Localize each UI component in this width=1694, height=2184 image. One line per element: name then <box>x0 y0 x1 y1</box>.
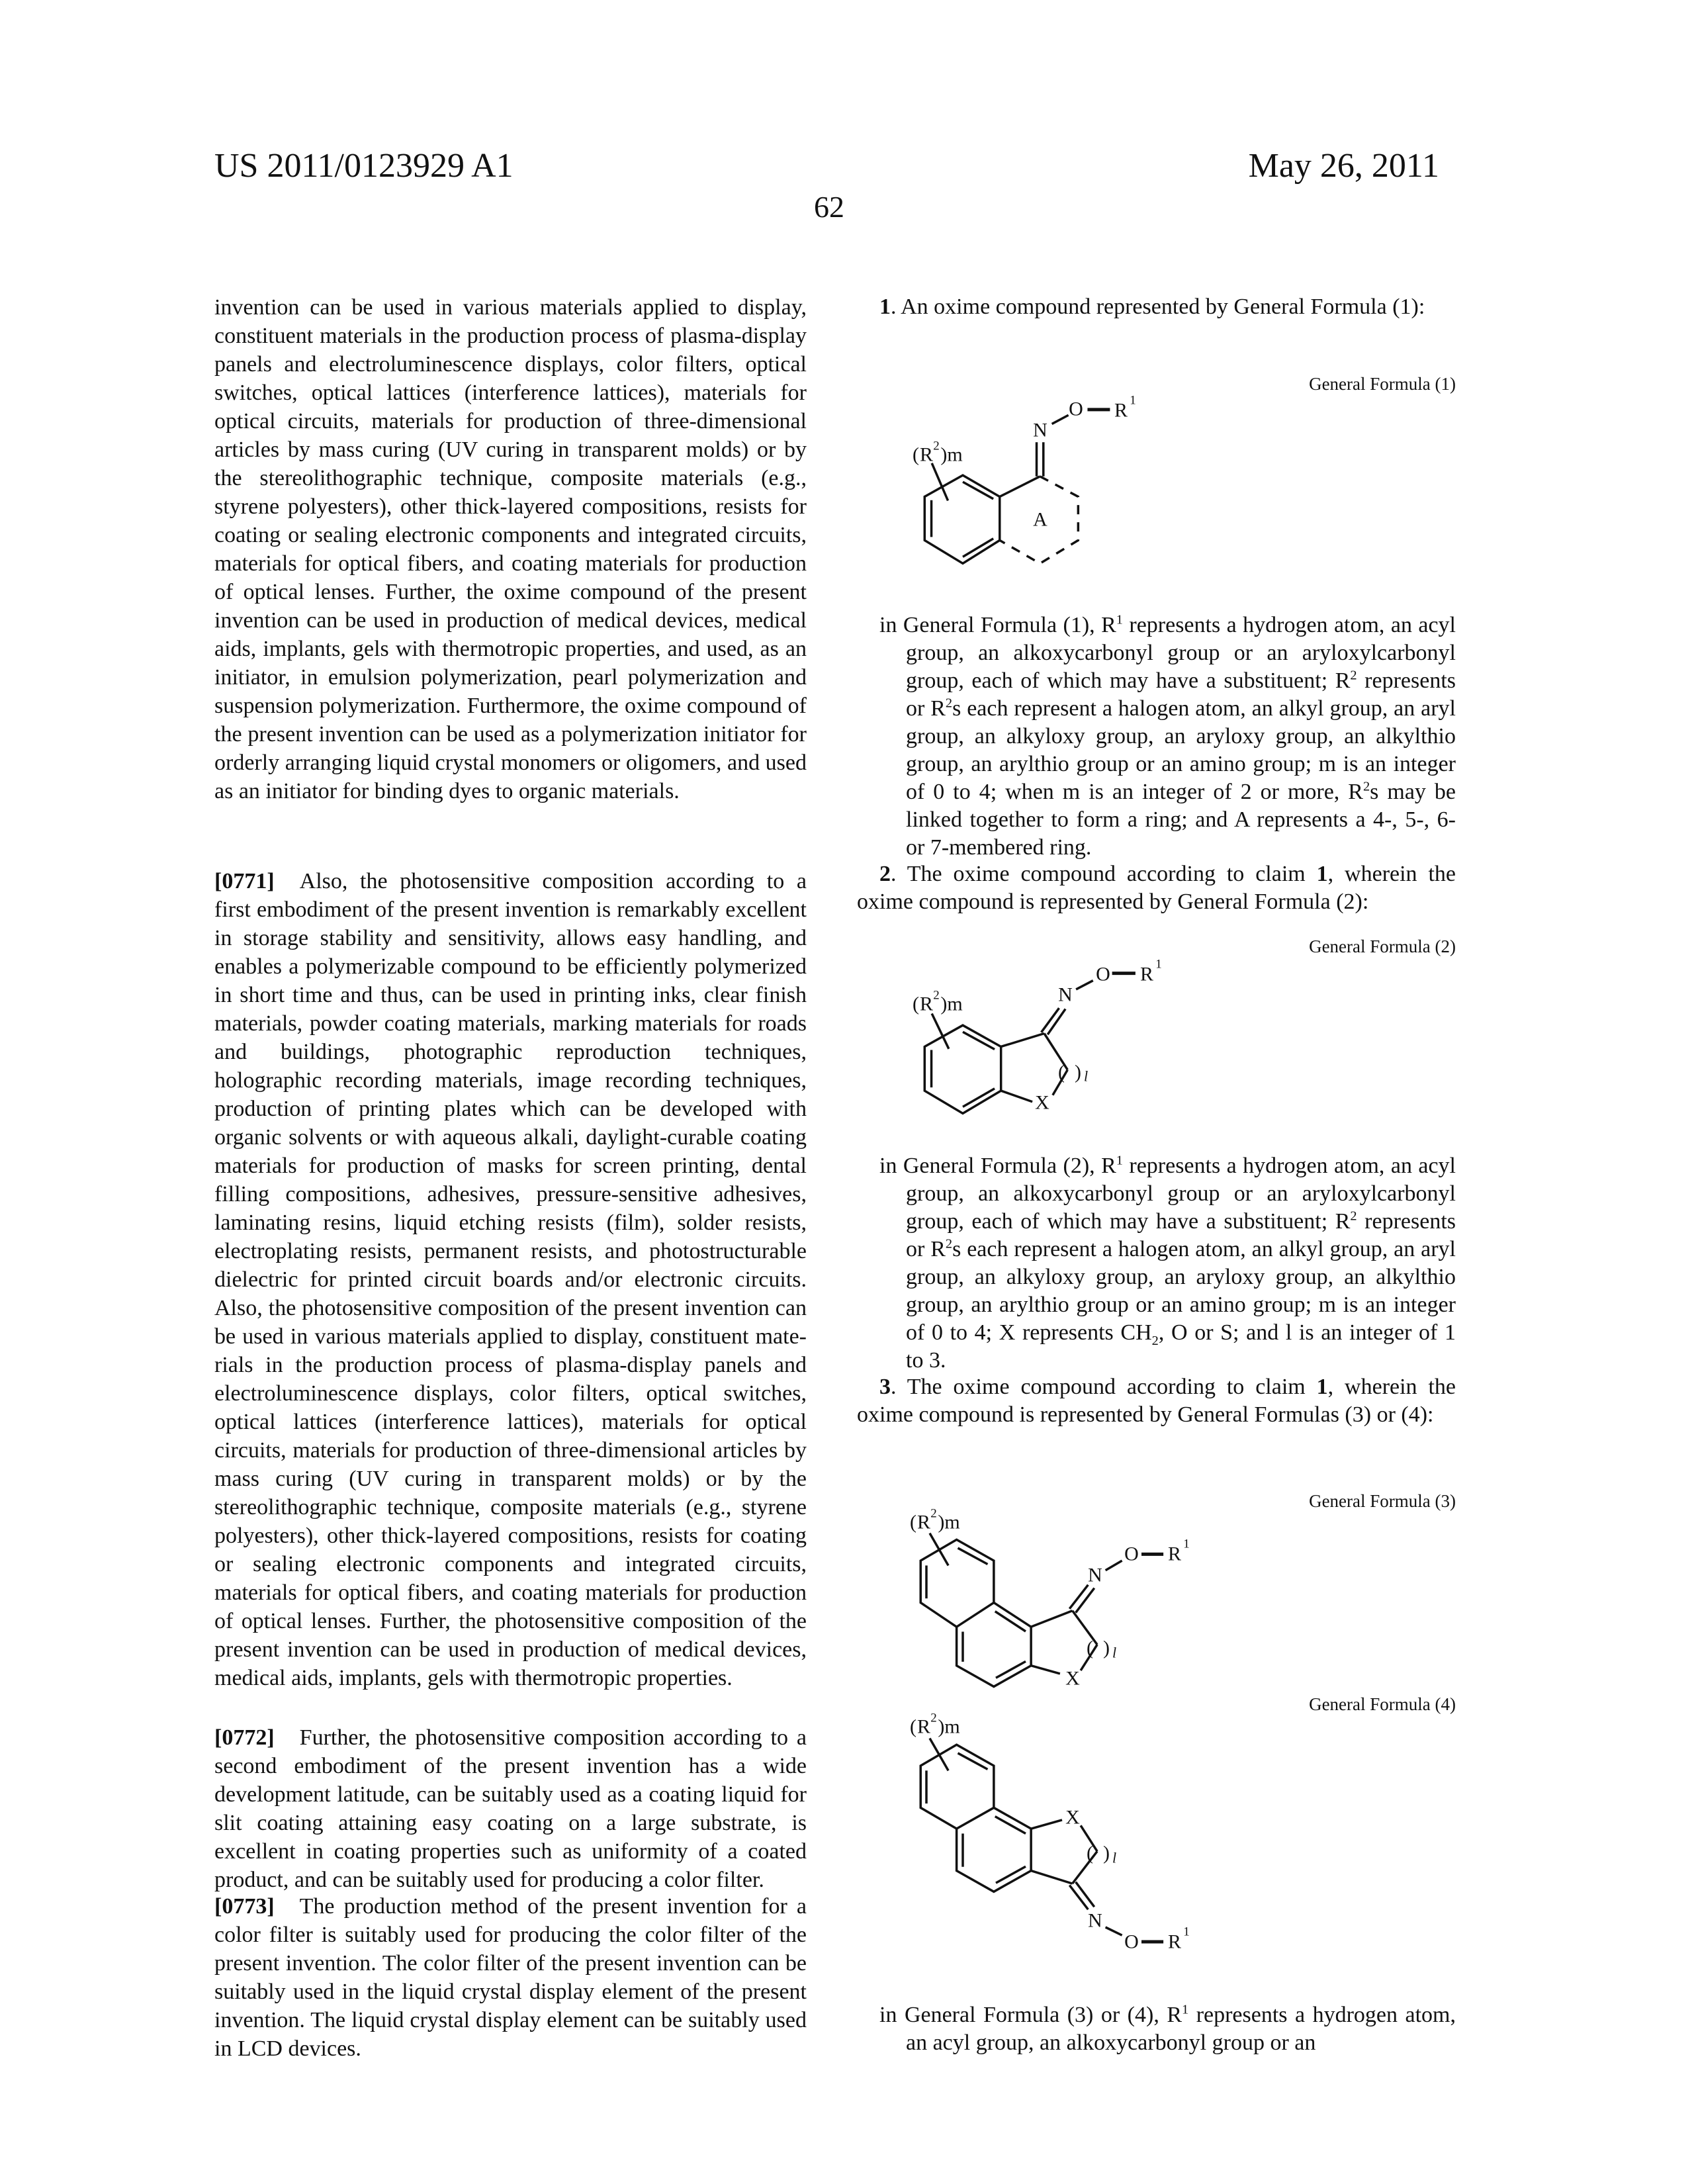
claim-2 <box>857 860 1456 916</box>
paragraph-0772 <box>214 1723 807 1894</box>
group-r1: R <box>1168 1543 1181 1565</box>
ring-bracket: ( <box>1087 1637 1093 1659</box>
claim-1-definition <box>857 612 1456 862</box>
text-segment: in General Formula (2), R <box>879 1154 1116 1178</box>
atom-o: O <box>1124 1931 1139 1953</box>
claim-number: 1 <box>1317 1375 1328 1399</box>
group-r2m: R <box>920 444 933 466</box>
superscript: 2 <box>933 989 940 1003</box>
subscript-l: l <box>1112 1850 1116 1866</box>
ring-bracket: ) <box>1103 1843 1110 1864</box>
text-segment: in General Formula (1), R <box>879 613 1116 637</box>
atom-o: O <box>1069 398 1083 420</box>
paragraph-number: [0772] <box>214 1723 275 1752</box>
paragraph-text: The production method of the present invention for a color filter is suitably used for producing the color filter of the present invention. The color filter of the present invention can be suitably used in the liquid crystal display element of the present invention. The liquid crystal display element can be suitably used in LCD devices. <box>214 1894 807 2061</box>
claim-2-definition <box>857 1152 1456 1375</box>
formula-label-1: General Formula (1) <box>1309 374 1456 394</box>
claim-3-definition <box>857 2001 1456 2057</box>
page-number: 62 <box>814 187 844 227</box>
paragraph-0773 <box>214 1892 807 2063</box>
group-r2m: ( <box>910 1716 916 1738</box>
structure-formula-1 <box>913 394 1136 564</box>
subscript-l: l <box>1084 1068 1088 1085</box>
paragraph-number: [0773] <box>214 1892 275 1921</box>
paragraph-continuation: invention can be used in various materials applied to display, constituent materials in the production process of plasma-display panels and electroluminescence displays, color fil­ters, optical switches, optical lattices (interference lattices), materials for optical circuits, materials for production of three-dimensional articles by mass curing (UV curing in transparent molds) or by the stereolithographic technique, composite materials (e.g., styrene polyesters), other thick-layered compositions, resists for coating or sealing electronic components and integrated circuits, materials for optical fibers, and coating materials for production of optical lenses. Further, the oxime compound of the present invention can be used in production of medical devices, medical aids, implants, gels with thermotropic properties, and used, as an initiator, in emulsion polymerization, pearl polymerization and suspension polymerization. Furthermore, the oxime compound of the present invention can be used as a polymer­ization initiator for orderly arranging liquid crystal mono­mers or oligomers, and used as an initiator for binding dyes to organic materials. <box>214 293 807 805</box>
superscript: 1 <box>1155 958 1162 972</box>
structure-formula-2 <box>913 958 1162 1114</box>
formula-label-3: General Formula (3) <box>1309 1491 1456 1511</box>
text-segment: s may be linked together to form a ring; and A represents a 4-, 5-, 6- or 7-membered ring. <box>906 780 1456 860</box>
paragraph-text: Also, the photosensitive composition according to a first embodiment of the present invention is remarkably excellent in storage stability and sensitivity, allows easy han­dling, and enables a polymerizable compound to be effi­ciently polymerized in short time and thus, can be used in printing inks, clear finish materials, powder coating materi­als, marking materials for roads and buildings, photographic reproduction techniques, holographic recording materials, image recording techniques, production of printing plates which can be developed with organic solvents or with aque­ous alkali, daylight-curable coating materials for production of masks for screen printing, dental filling compositions, adhesives, pressure-sensitive adhesives, laminating resins, liquid etching resists (film), solder resists, electroplating resists, permanent resists, and photostructurable dielectric for printed circuit boards and/or electronic circuits. Also, the photosensitive composition of the present invention can be used in various materials applied to display, constituent mate­rials in the production process of plasma-display panels and electroluminescence displays, color filters, optical switches, optical lattices (interference lattices), materials for optical circuits, materials for production of three-dimensional articles by mass curing (UV curing in transparent molds) or by the stereolithographic technique, composite materials (e.g., styrene polyesters), other thick-layered compositions, resists for coating or sealing electronic components and inte­grated circuits, materials for optical fibers, and coating mate­rials for production of optical lenses. Further, the photosen­sitive composition of the present invention can be used in production of medical devices, medical aids, implants, gels with thermotropic properties. <box>214 869 807 1690</box>
superscript: 2 <box>1363 780 1370 794</box>
superscript: 2 <box>933 439 940 453</box>
paragraph-0771 <box>214 867 807 1692</box>
text-segment: . The oxime compound according to claim <box>891 1375 1317 1399</box>
atom-n: N <box>1058 984 1073 1006</box>
group-r2m: )m <box>938 1716 959 1738</box>
group-r2m: ( <box>913 993 919 1015</box>
group-r1: R <box>1168 1931 1181 1953</box>
text-segment: s each represent a halogen atom, an alkyl group, an aryl group, an alkyloxy group, an aryloxy group, an alkylthio group, an arylthio group or an amino group; m is an integer of 0 to 4; X represents CH <box>906 1237 1456 1345</box>
paragraph-number: [0771] <box>214 867 275 895</box>
superscript: 2 <box>946 696 952 711</box>
superscript: 2 <box>930 1711 937 1725</box>
superscript: 2 <box>946 1237 952 1251</box>
superscript: 2 <box>1350 1209 1357 1224</box>
formula-label-2: General Formula (2) <box>1309 936 1456 956</box>
text-segment: , O or S; and l is an integer of 1 to 3. <box>906 1320 1456 1373</box>
group-r2m: R <box>917 1716 930 1738</box>
group-r1: R <box>1140 964 1153 985</box>
superscript: 2 <box>1350 668 1357 683</box>
claim-number: 1 <box>879 295 891 319</box>
text-segment: represents or R <box>906 1209 1456 1261</box>
ring-bracket: ( <box>1058 1062 1065 1083</box>
superscript: 1 <box>1116 613 1123 627</box>
text-segment: . An oxime compound represented by General Formula (1): <box>891 295 1425 319</box>
superscript: 2 <box>930 1507 937 1521</box>
atom-n: N <box>1088 1910 1102 1932</box>
superscript: 1 <box>1183 1537 1190 1551</box>
text-segment: . The oxime compound according to claim <box>891 862 1317 886</box>
group-r2m: ( <box>913 444 919 466</box>
group-r2m: )m <box>940 993 962 1015</box>
group-r2m: )m <box>940 444 962 466</box>
superscript: 1 <box>1116 1154 1123 1168</box>
group-r2m: R <box>917 1512 930 1533</box>
superscript: 1 <box>1183 1925 1190 1939</box>
ring-bracket: ) <box>1075 1062 1081 1083</box>
claim-3 <box>857 1373 1456 1429</box>
atom-x: X <box>1065 1807 1080 1829</box>
patent-number: US 2011/0123929 A1 <box>214 146 513 186</box>
structure-formula-4 <box>910 1711 1190 1953</box>
ring-bracket: ( <box>1087 1843 1093 1864</box>
ring-a-label: A <box>1033 509 1048 531</box>
text-segment: represents or R <box>906 668 1456 721</box>
text-segment: represents a hydrogen atom, an acyl group, an alkoxycarbonyl group or an <box>906 2003 1456 2055</box>
text-segment: s each represent a halogen atom, an alkyl group, an aryl group, an alkyloxy group, an aryloxy group, an alkylthio group, an arylthio group or an amino group; m is an integer of 0 to 4; when m is an integer of 2 or more, R <box>906 696 1456 804</box>
atom-x: X <box>1065 1668 1080 1690</box>
group-r2m: )m <box>938 1512 959 1533</box>
atom-o: O <box>1124 1543 1139 1565</box>
claim-number: 3 <box>879 1375 891 1399</box>
ring-bracket: ) <box>1103 1637 1110 1659</box>
subscript-l: l <box>1112 1645 1116 1661</box>
text-segment: represents a hydrogen atom, an acyl group, an alkoxycarbonyl group or an aryloxylcar­bonyl group, each of which may have a substituent; R <box>906 1154 1456 1234</box>
group-r2m: R <box>920 993 933 1015</box>
atom-n: N <box>1088 1565 1102 1586</box>
text-segment: represents a hydrogen atom, an acyl group, an alkoxycarbonyl group or an aryloxylcar­bonyl group, each of which may have a substituent; R <box>906 613 1456 693</box>
group-r1: R <box>1114 400 1128 422</box>
claim-number: 1 <box>1317 862 1328 886</box>
group-r2m: ( <box>910 1512 916 1533</box>
text-segment: in General Formula (3) or (4), R <box>879 2003 1182 2027</box>
paragraph-text: Further, the photosensitive composition according to a second embodiment of the present invention has a wide development latitude, can be suitably used as a coating liquid for slit coating attaining easy coating on a large substrate, is excellent in coating properties such as uniformity of a coated product, and can be suitably used for producing a color filter. <box>214 1725 807 1892</box>
atom-x: X <box>1035 1092 1049 1114</box>
text-segment: , wherein the oxime compound is represented by General Formulas (3) or (4): <box>857 1375 1456 1427</box>
claim-number: 2 <box>879 862 891 886</box>
subscript: 2 <box>1152 1334 1159 1348</box>
atom-n: N <box>1033 420 1048 441</box>
claim-1 <box>857 293 1456 321</box>
structure-formula-3 <box>910 1507 1190 1690</box>
publication-date: May 26, 2011 <box>1249 146 1439 186</box>
atom-o: O <box>1096 964 1110 985</box>
text-segment: , wherein the oxime compound is represented by General Formula (2): <box>857 862 1456 914</box>
superscript: 1 <box>1182 2003 1188 2017</box>
formula-label-4: General Formula (4) <box>1309 1694 1456 1714</box>
superscript: 1 <box>1130 394 1136 408</box>
